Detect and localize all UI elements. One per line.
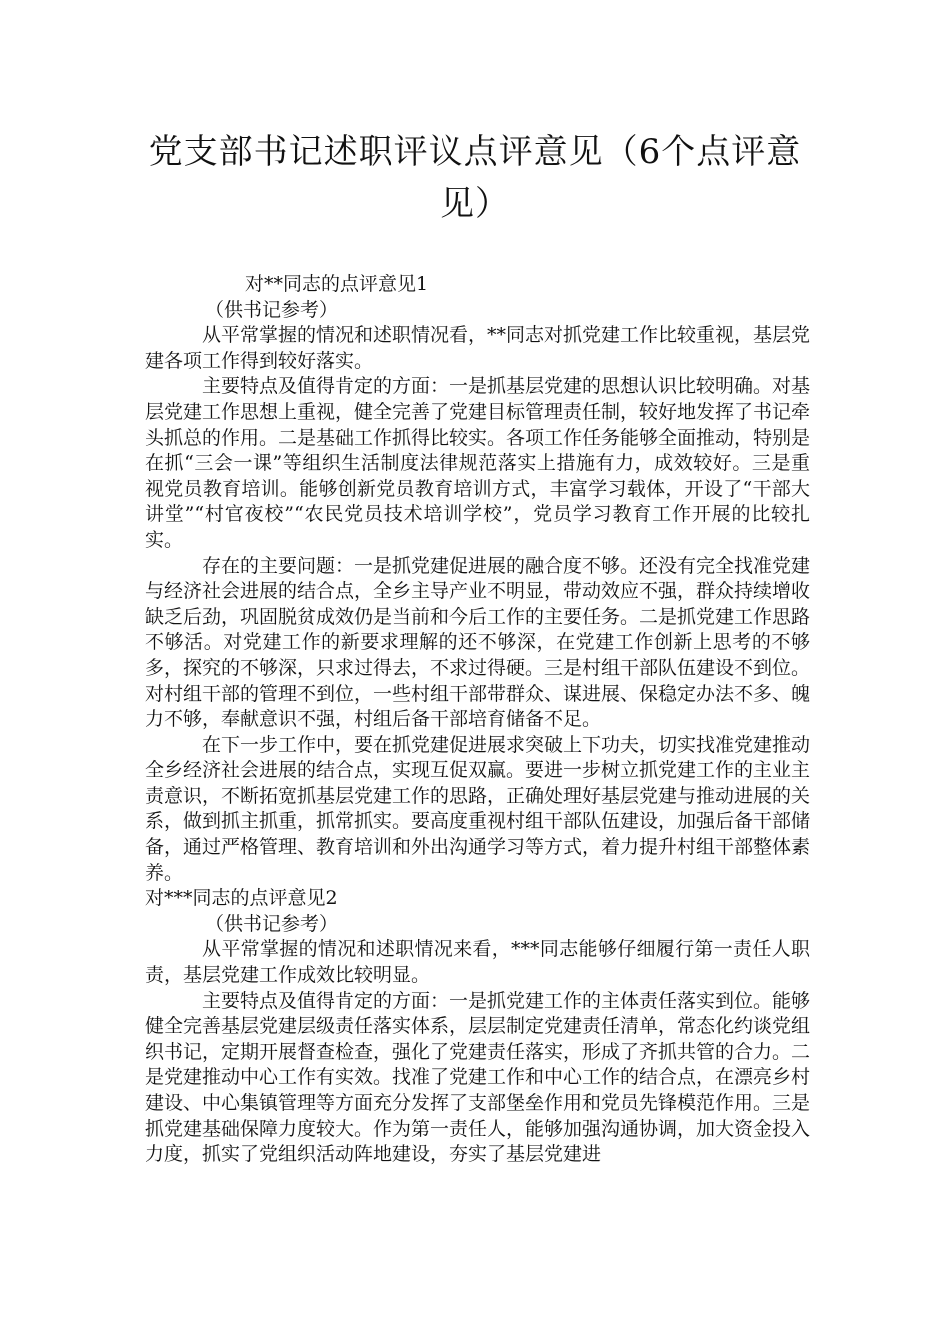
section-2-note: （供书记参考）: [205, 912, 339, 935]
document-body: [145, 272, 810, 1168]
section-2-paragraph-2: 主要特点及值得肯定的方面：一是抓党建工作的主体责任落实到位。能够健全完善基层党建层级责任落实体系，层层制定党建责任清单，常态化约谈党组织书记，定期开展督查检查，强化了党建责任落实，形成了齐抓共管的合力。二是党建推动中心工作有实效。找准了党建工作和中心工作的结合点，在漂亮乡村建设、中心集镇管理等方面充分发挥了支部堡垒作用和党员先锋模范作用。三是抓党建基础保障力度较大。作为第一责任人，能够加强沟通协调，加大资金投入力度，抓实了党组织活动阵地建设，夯实了基层党建进: [145, 989, 811, 1166]
section-1-paragraph-2: 主要特点及值得肯定的方面：一是抓基层党建的思想认识比较明确。对基层党建工作思想上重视，健全完善了党建目标管理责任制，较好地发挥了书记牵头抓总的作用。二是基础工作抓得比较实。各项工作任务能够全面推动，特别是在抓“三会一课”等组织生活制度法律规范落实上措施有力，成效较好。三是重视党员教育培训。能够创新党员教育培训方式，丰富学习载体，开设了“干部大讲堂”“村官夜校”“农民党员技术培训学校”，党员学习教育工作开展的比较扎实。: [145, 375, 811, 551]
document-title: 党支部书记述职评议点评意见（6个点评意见）: [148, 132, 802, 224]
section-1-heading: 对**同志的点评意见1: [245, 273, 429, 295]
section-1-note: （供书记参考）: [205, 298, 339, 321]
section-1-paragraph-1: 从平常掌握的情况和述职情况看，**同志对抓党建工作比较重视，基层党建各项工作得到较好落实。: [145, 324, 811, 372]
section-1-paragraph-4: 在下一步工作中，要在抓党建促进展求突破上下功夫，切实找准党建推动全乡经济社会进展的结合点，实现互促双赢。要进一步树立抓党建工作的主业主责意识，不断拓宽抓基层党建工作的思路，正确处理好基层党建与推动进展的关系，做到抓主抓重，抓常抓实。要高度重视村组干部队伍建设，加强后备干部储备，通过严格管理、教育培训和外出沟通学习等方式，着力提升村组干部整体素养。: [145, 733, 811, 884]
section-2-heading: 对***同志的点评意见2: [145, 887, 338, 910]
section-2-paragraph-1: 从平常掌握的情况和述职情况来看，***同志能够仔细履行第一责任人职责，基层党建工作成效比较明显。: [145, 938, 810, 987]
section-1-paragraph-3: 存在的主要问题：一是抓党建促进展的融合度不够。还没有完全找准党建与经济社会进展的结合点，全乡主导产业不明显，带动效应不强，群众持续增收缺乏后劲，巩固脱贫成效仍是当前和今后工作的主要任务。二是抓党建工作思路不够活。对党建工作的新要求理解的还不够深，在党建工作创新上思考的不够多，探究的不够深，只求过得去，不求过得硬。三是村组干部队伍建设不到位。对村组干部的管理不到位，一些村组干部带群众、谋进展、保稳定办法不多、魄力不够，奉献意识不强，村组后备干部培育储备不足。: [145, 554, 811, 731]
